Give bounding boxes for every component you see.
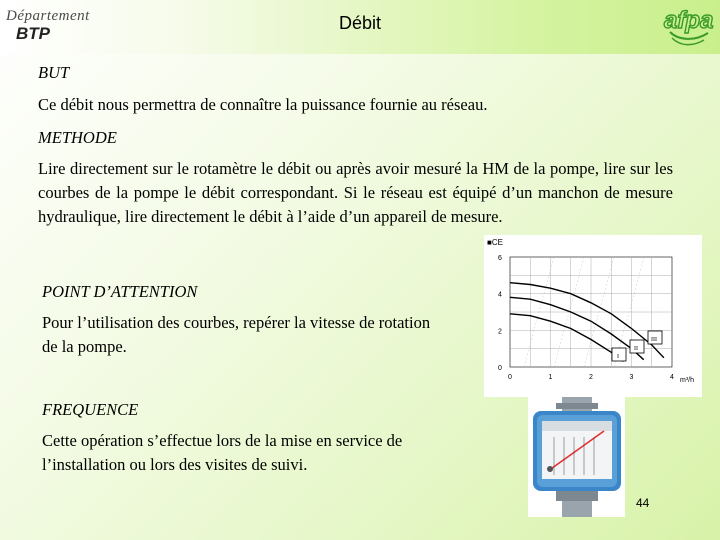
logo-line-btp: BTP [16, 24, 50, 43]
attention-text: Pour l’utilisation des courbes, repérer la vitesse de rotation de la pompe. [42, 313, 431, 356]
frequence-text: Cette opération s’effectue lors de la mise en service de l’installation ou lors des visites de suivi. [42, 431, 403, 474]
y-tick-label: 0 [498, 365, 502, 372]
y-tick-label: 4 [498, 291, 502, 299]
page-number: 44 [636, 496, 650, 510]
pump-curve-chart [484, 235, 702, 397]
speed-label-ii: II [634, 346, 638, 352]
afpa-logo [662, 2, 714, 50]
page-title: Débit [338, 13, 382, 33]
pump-curve-series-3 [510, 314, 623, 362]
x-tick-label: 3 [629, 374, 634, 381]
methode-heading: METHODE [38, 128, 117, 147]
x-axis-label: m³/h [680, 377, 694, 384]
x-tick-label: 0 [508, 374, 512, 381]
speed-selector-box [612, 331, 662, 361]
svg-text:afpa: afpa [664, 7, 714, 34]
chart-grid [510, 257, 672, 367]
x-tick-label: 4 [670, 374, 674, 381]
x-tick-label: 1 [548, 374, 553, 381]
y-tick-label: 6 [498, 255, 502, 262]
logo-line-departement: Département [6, 8, 90, 24]
attention-heading: POINT D’ATTENTION [42, 282, 198, 301]
chart-ticks [498, 255, 674, 381]
but-heading: BUT [38, 63, 70, 82]
x-tick-label: 2 [589, 374, 593, 381]
speed-label-iii: III [651, 337, 657, 343]
methode-text: Lire directement sur le rotamètre le débit ou après avoir mesuré la HM de la pompe, lire sur les courbes de la pompe le débit correspondant. Si le réseau est équipé d’un manchon de mesure hydraulique, lire directement le débit à l’aide d’un appareil de mesure. [38, 159, 673, 226]
rotameter-photo [528, 397, 625, 517]
but-text: Ce débit nous permettra de connaître la puissance fournie au réseau. [38, 95, 488, 114]
slide-header [0, 0, 720, 54]
chart-title: ■CE [487, 238, 503, 247]
speed-label-i: I [617, 354, 619, 360]
frequence-heading: FREQUENCE [42, 400, 139, 419]
y-tick-label: 2 [498, 328, 502, 336]
